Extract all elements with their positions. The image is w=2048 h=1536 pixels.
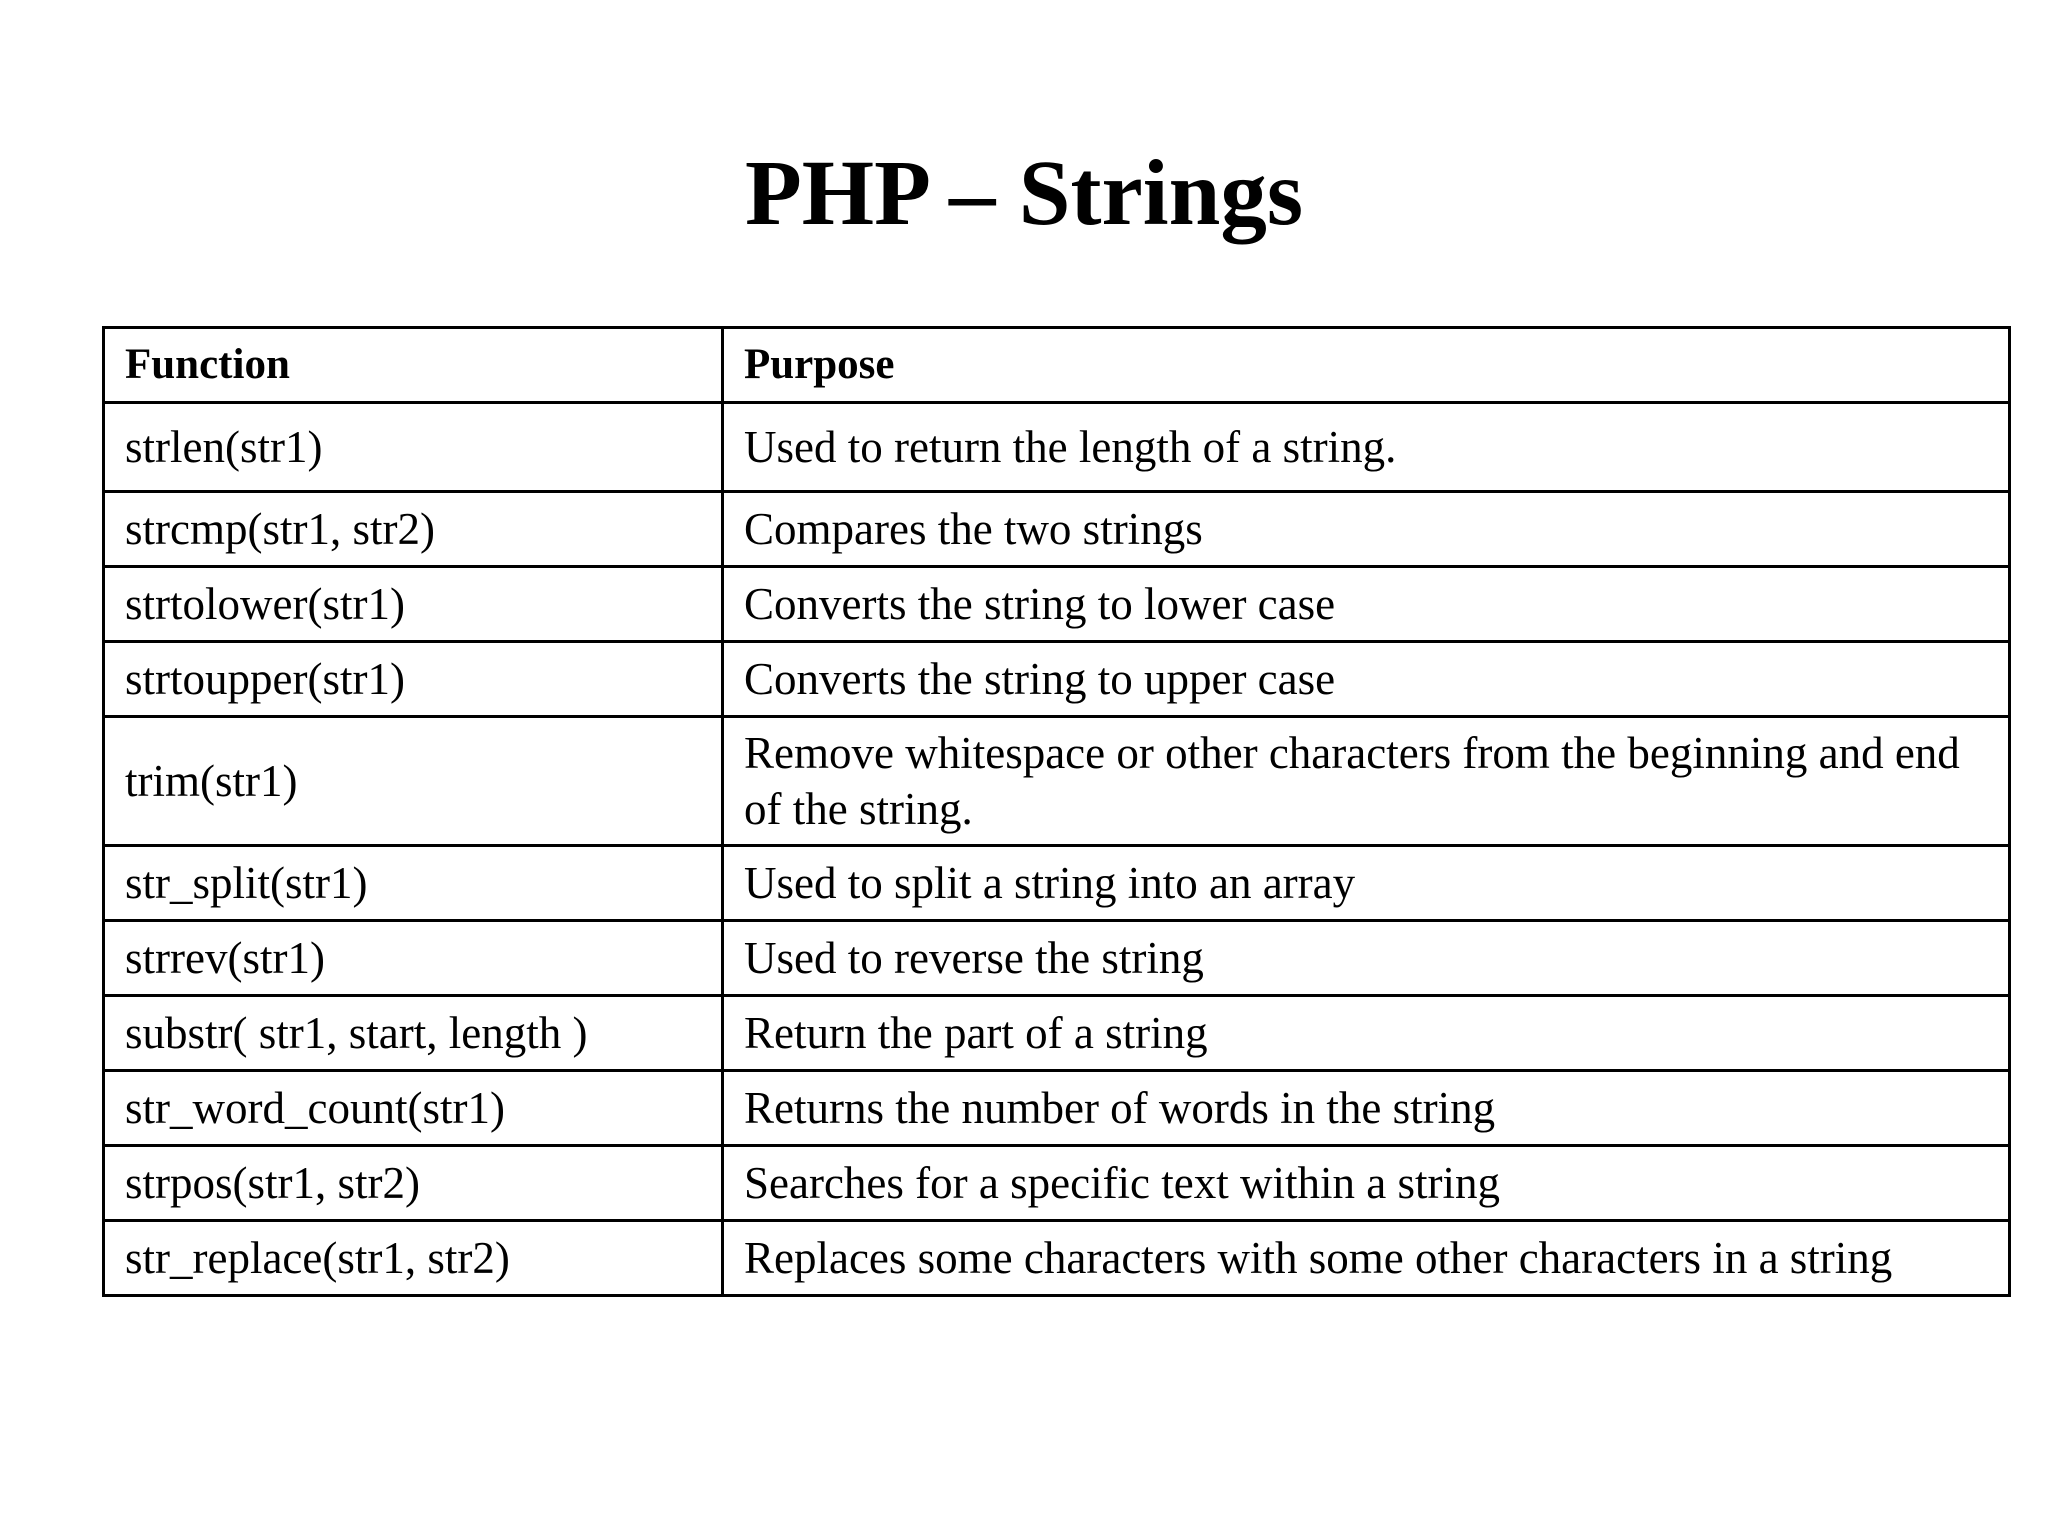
function-cell: strrev(str1) xyxy=(104,921,723,996)
purpose-cell: Compares the two strings xyxy=(723,492,2010,567)
function-cell: strtoupper(str1) xyxy=(104,642,723,717)
function-cell: substr( str1, start, length ) xyxy=(104,996,723,1071)
table-row xyxy=(104,642,2010,717)
purpose-cell: Return the part of a string xyxy=(723,996,2010,1071)
table-row xyxy=(104,1221,2010,1296)
function-cell: str_replace(str1, str2) xyxy=(104,1221,723,1296)
function-cell: str_word_count(str1) xyxy=(104,1071,723,1146)
table-row xyxy=(104,921,2010,996)
purpose-cell: Used to return the length of a string. xyxy=(723,403,2010,492)
purpose-cell: Remove whitespace or other characters from the beginning and end of the string. xyxy=(723,717,2010,846)
function-cell: strlen(str1) xyxy=(104,403,723,492)
table-header-row xyxy=(104,328,2010,403)
functions-table xyxy=(102,326,2011,1297)
function-cell: strpos(str1, str2) xyxy=(104,1146,723,1221)
purpose-cell: Searches for a specific text within a string xyxy=(723,1146,2010,1221)
page-title: PHP – Strings xyxy=(744,142,1304,245)
table-row xyxy=(104,996,2010,1071)
table-row xyxy=(104,403,2010,492)
table-row xyxy=(104,567,2010,642)
table-row xyxy=(104,1146,2010,1221)
purpose-cell: Used to split a string into an array xyxy=(723,846,2010,921)
function-cell: strcmp(str1, str2) xyxy=(104,492,723,567)
purpose-cell: Returns the number of words in the string xyxy=(723,1071,2010,1146)
purpose-cell: Replaces some characters with some other characters in a string xyxy=(723,1221,2010,1296)
function-cell: str_split(str1) xyxy=(104,846,723,921)
table-row xyxy=(104,717,2010,846)
column-header-purpose: Purpose xyxy=(723,328,2010,403)
purpose-cell: Used to reverse the string xyxy=(723,921,2010,996)
table-row xyxy=(104,492,2010,567)
function-cell: strtolower(str1) xyxy=(104,567,723,642)
purpose-cell: Converts the string to lower case xyxy=(723,567,2010,642)
function-cell: trim(str1) xyxy=(104,717,723,846)
column-header-function: Function xyxy=(104,328,723,403)
purpose-cell: Converts the string to upper case xyxy=(723,642,2010,717)
table-row xyxy=(104,846,2010,921)
table-row xyxy=(104,1071,2010,1146)
